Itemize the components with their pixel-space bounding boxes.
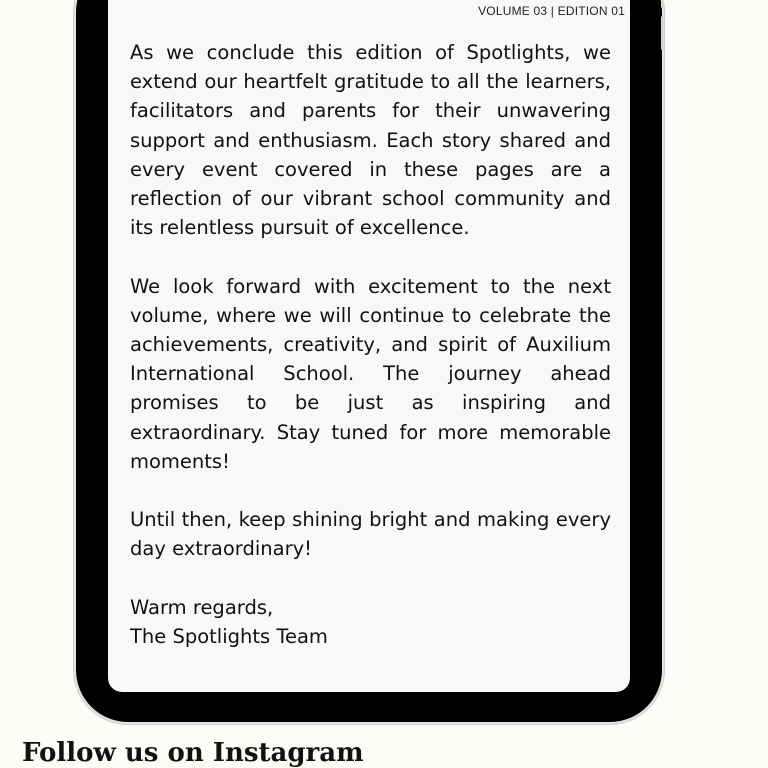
edition-label: VOLUME 03 | EDITION 01 [478, 4, 625, 18]
letter-paragraph-3: Until then, keep shining bright and making every day extraordinary! [130, 508, 611, 561]
closing-letter [130, 38, 611, 680]
tablet-frame [76, 0, 662, 722]
letter-paragraph-2: We look forward with excitement to the next volume, where we will continue to celebrate the achievements, creativity, and spirit of Auxilium International School. The journey ahead promises to be just as inspiring and extraordinary. Stay tuned for more memorable moments! [130, 274, 611, 473]
closing-salutation: Warm regards, [130, 595, 274, 619]
tablet-side-button [661, 0, 664, 8]
follow-heading: Follow us on Instagram [22, 738, 364, 768]
signature: The Spotlights Team [130, 625, 328, 649]
letter-paragraph-1: As we conclude this edition of Spotlights, we extend our heartfelt gratitude to all the learners, facilitators and parents for their unwavering support and enthusiasm. Each story shared and every event covered in these pages are a reflection of our vibrant school community and its relentless pursuit of excellence. [130, 41, 611, 240]
tablet-screen [108, 0, 630, 692]
letter-signoff [130, 593, 611, 651]
tablet-volume-button [661, 16, 664, 50]
